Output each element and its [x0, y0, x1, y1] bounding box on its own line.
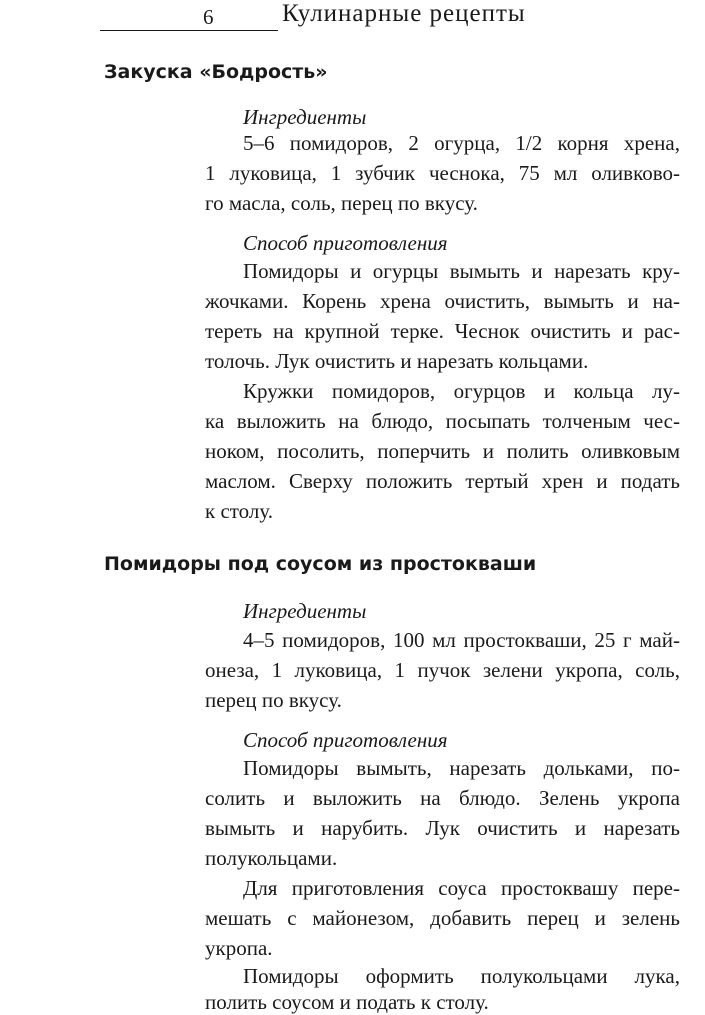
recipe-title: Помидоры под соусом из простокваши — [104, 553, 537, 575]
text-line: полукольцами. — [205, 846, 338, 870]
ingredients-heading: Ингредиенты — [243, 105, 367, 129]
text-line: Помидоры оформить полукольцами лука, — [243, 964, 680, 988]
text-line: солить и выложить на блюдо. Зелень укропа — [205, 786, 680, 810]
text-line: ка выложить на блюдо, посыпать толченым чес- — [205, 409, 680, 433]
text-line: 4–5 помидоров, 100 мл простокваши, 25 г май- — [243, 628, 680, 652]
text-line: вымыть и нарубить. Лук очистить и нарезать — [205, 816, 680, 840]
text-line: толочь. Лук очистить и нарезать кольцами. — [205, 349, 589, 373]
text-line: 1 луковица, 1 зубчик чеснока, 75 мл оливково- — [205, 161, 680, 185]
text-line: Помидоры и огурцы вымыть и нарезать кру- — [243, 259, 680, 283]
text-line: Кружки помидоров, огурцов и кольца лу- — [243, 379, 680, 403]
method-heading: Способ приготовления — [243, 728, 448, 752]
method-heading: Способ приготовления — [243, 231, 448, 255]
running-title: Кулинарные рецепты — [282, 0, 526, 27]
text-line: го масла, соль, перец по вкусу. — [205, 191, 478, 215]
ingredients-heading: Ингредиенты — [243, 599, 367, 623]
text-line: перец по вкусу. — [205, 688, 342, 712]
text-line: мешать с майонезом, добавить перец и зелень — [205, 906, 680, 930]
text-line: Для приготовления соуса простоквашу пере- — [243, 876, 680, 900]
text-line: онеза, 1 луковица, 1 пучок зелени укропа, соль, — [205, 658, 680, 682]
text-line: 5–6 помидоров, 2 огурца, 1/2 корня хрена, — [243, 131, 680, 155]
header-rule — [100, 30, 278, 31]
text-line: полить соусом и подать к столу. — [205, 990, 489, 1014]
text-line: жочками. Корень хрена очистить, вымыть и на- — [205, 289, 680, 313]
text-line: тереть на крупной терке. Чеснок очистить и рас- — [205, 319, 680, 343]
text-line: ноком, посолить, поперчить и полить оливковым — [205, 439, 680, 463]
recipe-title: Закуска «Бодрость» — [104, 61, 328, 83]
running-header — [0, 0, 705, 40]
text-line: Помидоры вымыть, нарезать дольками, по- — [243, 756, 680, 780]
text-line: маслом. Сверху положить тертый хрен и подать — [205, 469, 680, 493]
text-line: укропа. — [205, 936, 273, 960]
text-line: к столу. — [205, 499, 274, 523]
page-number: 6 — [203, 5, 214, 29]
